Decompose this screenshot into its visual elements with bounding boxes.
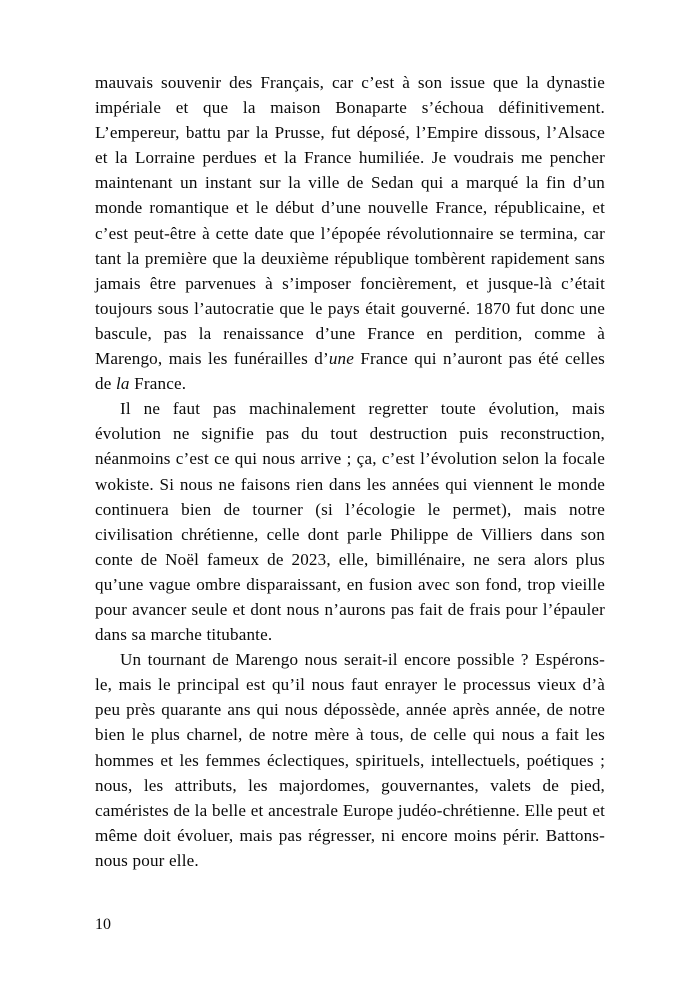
body-text-run: mauvais souvenir des Français, car c’est à son issue que la dynastie impériale et que la maison Bonaparte s’échoua définitivement. L’empereur, battu par la Prusse, fut déposé, l’Empire dissous, l’Alsace et la Lorraine perdues et la France humiliée. Je voudrais me pencher maintenant un instant sur la ville de Sedan qui a marqué la fin d’un monde romantique et le début d’une nouvelle France, républicaine, et c’est peut-être à cette date que l’épopée révolutionnaire se termina, car tant la première que la deuxième république tombèrent rapidement sans jamais être parvenues à s’imposer foncièrement, et jusque-là c’était toujours sous l’autocratie que le pays était gouverné. 1870 fut donc une bascule, pas la renaissance d’une France en perdition, comme à Marengo, mais les funérailles d’ (95, 73, 605, 369)
emphasis-text: la (116, 374, 130, 394)
body-text-run: France. (129, 374, 187, 394)
paragraph (95, 396, 605, 647)
body-text-run: Un tournant de Marengo nous serait-il encore possible ? Espérons-le, mais le principal est qu’il nous faut enrayer le processus vieux d’à peu près quarante ans qui nous dépossède, année après année, de notre bien le plus charnel, de notre mère à tous, de celle qui nous a fait les hommes et les femmes éclectiques, spirituels, intellectuels, poétiques ; nous, les attributs, les majordomes, gouvernantes, valets de pied, caméristes de la belle et ancestrale Europe judéo-chrétienne. Elle peut et même doit évoluer, mais pas régresser, ni encore moins périr. Battons-nous pour elle. (95, 650, 605, 870)
body-text-run: France qui n’auront pas été celles de (95, 349, 605, 394)
page-body-text (95, 70, 605, 873)
paragraph (95, 70, 605, 396)
body-text-run: Il ne faut pas machinalement regretter toute évolution, mais évolution ne signifie pas du tout destruction puis reconstruction, néanmoins c’est ce qui nous arrive ; ça, c’est l’évolution selon la focale wokiste. Si nous ne faisons rien dans les années qui viennent le monde continuera bien de tourner (si l’écologie le permet), mais notre civilisation chrétienne, celle dont parle Philippe de Villiers dans son conte de Noël fameux de 2023, elle, bimillénaire, ne sera alors plus qu’une vague ombre disparaissant, en fusion avec son fond, trop vieille pour avancer seule et dont nous n’aurons pas fait de frais pour l’épauler dans sa marche titubante. (95, 399, 605, 645)
emphasis-text: une (328, 349, 355, 369)
paragraph (95, 647, 605, 873)
page-number: 10 (95, 916, 111, 933)
